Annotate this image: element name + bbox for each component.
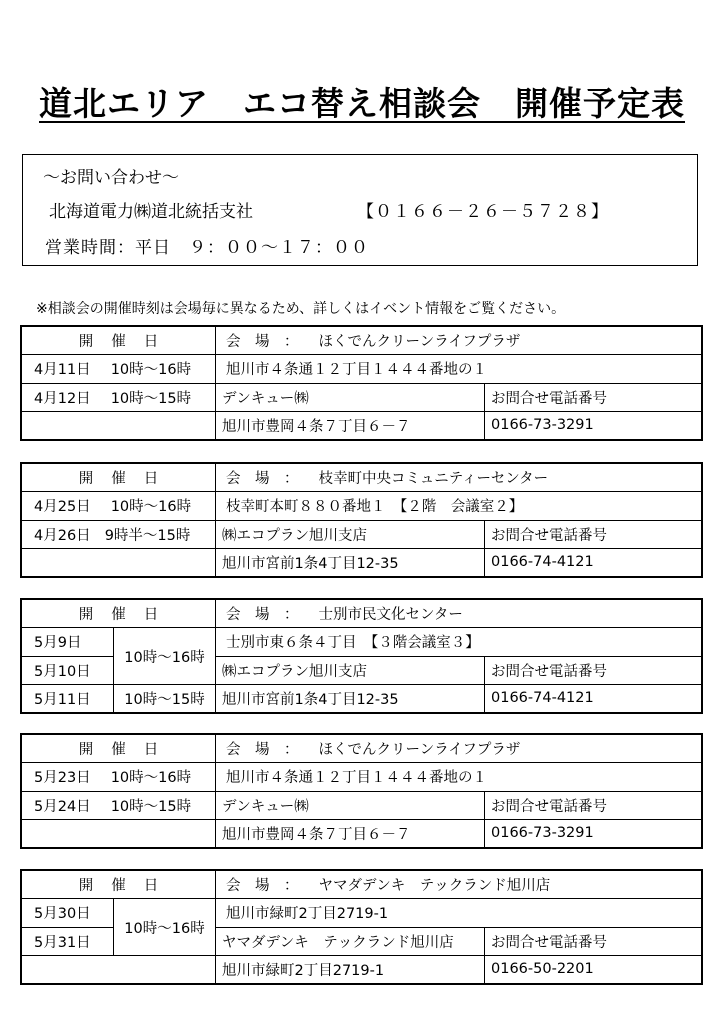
venue-cell <box>216 871 702 899</box>
date-cell <box>22 791 216 819</box>
event-date: 5月24日 <box>34 798 91 815</box>
contact-company: 北海道電力㈱道北統括支社 <box>49 202 253 222</box>
organizer-name: ㈱エコプラン旭川支店 <box>216 656 485 684</box>
organizer-address: 旭川市豊岡４条７丁目６－７ <box>216 411 485 439</box>
schedule-note: ※相談会の開催時刻は会場毎に異なるため、詳しくはイベント情報をご覧ください。 <box>36 301 566 317</box>
organizer-phone: 0166-50-2201 <box>485 955 702 983</box>
venue-cell <box>216 327 702 355</box>
venue-label: 会 場 ： <box>226 471 299 488</box>
date-cell <box>22 355 216 383</box>
organizer-address: 旭川市豊岡４条７丁目６－７ <box>216 819 485 847</box>
venue-name: 士別市民文化センター <box>318 607 463 624</box>
event-time: 10時～16時 <box>110 770 192 787</box>
event-date: 4月25日 <box>34 499 91 516</box>
event-time: 10時～16時 <box>110 362 192 379</box>
organizer-name: デンキュー㈱ <box>216 791 485 819</box>
organizer-phone: 0166-73-3291 <box>485 819 702 847</box>
event-date: 4月11日 <box>34 362 91 379</box>
venue-cell <box>216 600 702 628</box>
venue-label: 会 場 ： <box>226 334 299 351</box>
venue-label: 会 場 ： <box>226 878 299 895</box>
phone-header: お問合せ電話番号 <box>485 927 702 955</box>
event-date: 4月26日 <box>34 527 91 544</box>
organizer-phone: 0166-73-3291 <box>485 411 702 439</box>
event-time: 10時～16時 <box>110 499 192 516</box>
organizer-name: ㈱エコプラン旭川支店 <box>216 520 485 548</box>
event-time: 10時～16時 <box>114 899 216 956</box>
contact-phone: 【０１６６－２６－５７２８】 <box>357 202 609 222</box>
empty-cell <box>22 819 216 847</box>
venue-name: ほくでんクリーンライフプラザ <box>318 742 521 759</box>
contact-hours: 営業時間：平日 ９：００～１７：００ <box>45 238 369 258</box>
venue-address: 旭川市４条通１２丁目１４４４番地の１ <box>216 763 702 791</box>
event-date: 4月12日 <box>34 390 91 407</box>
venue-name: 枝幸町中央コミュニティーセンター <box>318 471 549 488</box>
contact-box <box>22 154 698 266</box>
empty-cell <box>22 411 216 439</box>
organizer-phone: 0166-74-4121 <box>485 548 702 576</box>
empty-cell <box>22 548 216 576</box>
event-time: 10時～15時 <box>110 798 192 815</box>
date-header: 開催日 <box>22 871 216 899</box>
event-date: 5月10日 <box>22 656 114 684</box>
venue-address: 旭川市緑町2丁目2719-1 <box>216 899 702 927</box>
venue-address: 枝幸町本町８８０番地１ 【２階 会議室２】 <box>216 492 702 520</box>
contact-heading: ～お問い合わせ～ <box>43 168 179 188</box>
date-header: 開催日 <box>22 600 216 628</box>
phone-header: お問合せ電話番号 <box>485 383 702 411</box>
date-cell <box>22 383 216 411</box>
organizer-name: ヤマダデンキ テックランド旭川店 <box>216 927 485 955</box>
event-block <box>20 869 703 985</box>
venue-name: ヤマダデンキ テックランド旭川店 <box>318 878 551 895</box>
date-cell <box>22 763 216 791</box>
page-title: 道北エリア エコ替え相談会 開催予定表 <box>39 84 685 123</box>
event-time: 10時～16時 <box>114 628 216 685</box>
venue-cell <box>216 464 702 492</box>
event-date: 5月11日 <box>22 684 114 712</box>
empty-cell <box>22 955 216 983</box>
date-cell <box>22 520 216 548</box>
event-time: 10時～15時 <box>110 390 192 407</box>
date-header: 開催日 <box>22 464 216 492</box>
event-date: 5月31日 <box>22 927 114 955</box>
date-header: 開催日 <box>22 735 216 763</box>
event-date: 5月23日 <box>34 770 91 787</box>
organizer-address: 旭川市宮前1条4丁目12-35 <box>216 548 485 576</box>
phone-header: お問合せ電話番号 <box>485 520 702 548</box>
venue-address: 士別市東６条４丁目 【３階会議室３】 <box>216 628 702 656</box>
venue-label: 会 場 ： <box>226 607 299 624</box>
date-header: 開催日 <box>22 327 216 355</box>
event-block <box>20 598 703 714</box>
organizer-address: 旭川市宮前1条4丁目12-35 <box>216 684 485 712</box>
event-block <box>20 733 703 849</box>
organizer-phone: 0166-74-4121 <box>485 684 702 712</box>
event-date: 5月30日 <box>22 899 114 927</box>
organizer-name: デンキュー㈱ <box>216 383 485 411</box>
date-cell <box>22 492 216 520</box>
event-date: 5月9日 <box>22 628 114 656</box>
organizer-address: 旭川市緑町2丁目2719-1 <box>216 955 485 983</box>
event-block <box>20 325 703 441</box>
event-time: 9時半～15時 <box>104 527 191 544</box>
event-block <box>20 462 703 578</box>
phone-header: お問合せ電話番号 <box>485 791 702 819</box>
event-time: 10時～15時 <box>114 684 216 712</box>
venue-address: 旭川市４条通１２丁目１４４４番地の１ <box>216 355 702 383</box>
phone-header: お問合せ電話番号 <box>485 656 702 684</box>
venue-cell <box>216 735 702 763</box>
venue-name: ほくでんクリーンライフプラザ <box>318 334 521 351</box>
venue-label: 会 場 ： <box>226 742 299 759</box>
